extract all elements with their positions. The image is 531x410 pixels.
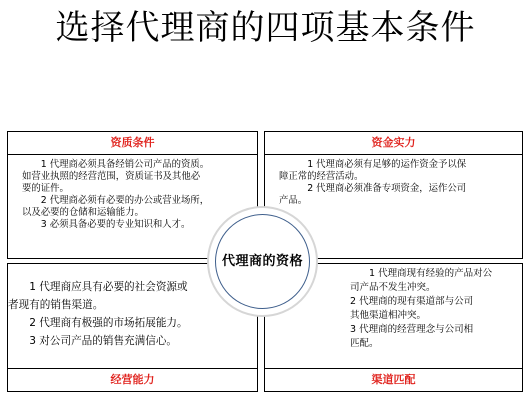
qualification-line-1: 1 代理商必须具备经销公司产品的资质。 xyxy=(40,159,210,170)
channel-header: 渠道匹配 xyxy=(265,368,522,391)
capital-header: 资金实力 xyxy=(265,132,522,155)
operation-header: 经营能力 xyxy=(8,368,257,391)
operation-line-1: 1 代理商应具有必要的社会资源或 xyxy=(29,281,188,293)
qualification-line-5: 以及必要的仓储和运输能力。 xyxy=(22,207,144,218)
qualification-line-4: 2 代理商必须有必要的办公或营业场所， xyxy=(40,195,210,206)
operation-line-2: 者现有的销售渠道。 xyxy=(8,299,104,311)
channel-line-3: 2 代理商的现有渠道部与公司 xyxy=(350,296,474,307)
channel-line-5: 3 代理商的经营理念与公司相 xyxy=(350,324,474,335)
qualification-line-3: 要的证件。 xyxy=(22,183,69,194)
qualification-line-2: 如营业执照的经营范围，资质证书及其他必 xyxy=(22,171,201,182)
channel-line-1: 1 代理商现有经验的产品对公 xyxy=(369,268,493,279)
capital-body xyxy=(279,159,515,207)
qualification-line-6: 3 必须具备必要的专业知识和人才。 xyxy=(40,219,191,230)
capital-line-2: 障正常的经营活动。 xyxy=(279,171,364,182)
qualification-header: 资质条件 xyxy=(8,132,257,155)
capital-line-3: 2 代理商必须准备专项资金，运作公司 xyxy=(307,183,467,194)
operation-line-3: 2 代理商有极强的市场拓展能力。 xyxy=(29,317,188,329)
operation-line-4: 3 对公司产品的销售充满信心。 xyxy=(29,335,178,347)
capital-line-4: 产品。 xyxy=(279,195,308,206)
center-label: 代理商的资格 xyxy=(221,254,303,269)
capital-line-1: 1 代理商必须有足够的运作资金予以保 xyxy=(307,159,467,170)
channel-line-2: 司产品不发生冲突。 xyxy=(350,282,436,293)
qualification-body xyxy=(22,159,254,231)
page-title: 选择代理商的四项基本条件 xyxy=(55,8,476,48)
channel-line-4: 其他渠道相冲突。 xyxy=(350,310,427,321)
channel-body xyxy=(350,267,518,351)
center-circle xyxy=(207,206,318,317)
channel-line-6: 匹配。 xyxy=(350,338,379,349)
